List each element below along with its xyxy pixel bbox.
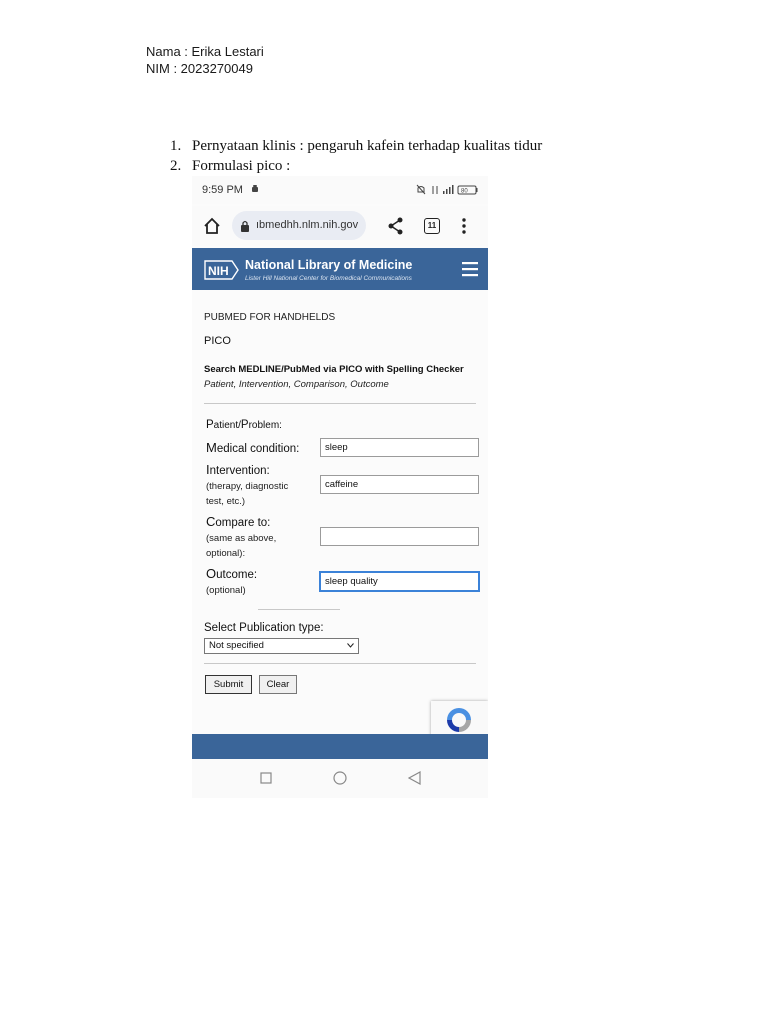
publication-type-label: Select Publication type: <box>204 622 324 634</box>
patient-problem-label: Patient/Problem: <box>206 419 282 431</box>
share-icon[interactable] <box>387 216 405 236</box>
list-item-number: 1. <box>170 138 182 154</box>
divider <box>204 403 476 404</box>
compare-hint: (same as above, optional): <box>206 533 277 559</box>
list-item-text: Formulasi pico : <box>192 158 291 174</box>
outcome-hint: (optional) <box>206 585 246 596</box>
divider <box>258 609 340 610</box>
list-item <box>170 137 542 157</box>
list-item <box>170 157 542 177</box>
page-content <box>192 290 488 734</box>
outcome-label: Outcome: <box>206 566 258 581</box>
battery-icon <box>458 186 478 195</box>
compare-label: Compare to: <box>206 514 271 529</box>
medical-condition-label: Medical condition: <box>206 440 300 455</box>
nih-footer <box>192 734 488 759</box>
intervention-input[interactable]: caffeine <box>320 475 479 494</box>
student-nim: NIM : 2023270049 <box>146 61 253 76</box>
list-item-number: 2. <box>170 158 182 174</box>
list-item-text: Pernyataan klinis : pengaruh kafein terhadap kualitas tidur <box>192 138 543 154</box>
status-time: 9:59 PM <box>202 184 243 196</box>
outcome-input[interactable]: sleep quality <box>319 571 480 592</box>
home-icon[interactable] <box>202 216 222 236</box>
more-options-icon[interactable] <box>462 217 466 235</box>
divider <box>204 663 476 664</box>
site-subtitle: Lister Hill National Center for Biomedical Communications <box>245 275 412 282</box>
android-nav-bar <box>192 759 488 798</box>
compare-input[interactable] <box>320 527 479 546</box>
mute-icon <box>417 185 425 194</box>
intervention-hint: (therapy, diagnostic test, etc.) <box>206 481 289 507</box>
chevron-down-icon <box>347 643 354 648</box>
tab-switcher-button[interactable]: 11 <box>424 218 440 234</box>
android-icon <box>250 184 260 194</box>
clear-button[interactable]: Clear <box>259 675 297 694</box>
publication-type-value: Not specified <box>209 640 264 651</box>
browser-toolbar <box>192 206 488 246</box>
publication-type-select[interactable] <box>204 638 359 654</box>
submit-button[interactable]: Submit <box>205 675 252 694</box>
svg-text:80: 80 <box>461 188 468 195</box>
status-bar <box>192 176 488 204</box>
svg-text:NIH: NIH <box>208 264 229 278</box>
data-arrows-icon <box>433 186 437 194</box>
phone-screenshot <box>192 176 488 798</box>
nih-logo <box>204 259 240 281</box>
hamburger-menu-icon[interactable] <box>462 261 478 277</box>
status-icons <box>416 184 480 196</box>
search-title: Search MEDLINE/PubMed via PICO with Spelling Checker <box>204 364 464 375</box>
signal-icon <box>443 185 454 194</box>
recent-apps-icon[interactable] <box>260 772 272 784</box>
numbered-list <box>170 137 542 177</box>
home-nav-icon[interactable] <box>333 771 347 785</box>
medical-condition-input[interactable]: sleep <box>320 438 479 457</box>
lock-icon <box>240 220 250 232</box>
url-text: ıbmedhh.nlm.nih.gov <box>256 219 359 231</box>
search-subtitle: Patient, Intervention, Comparison, Outcome <box>204 379 389 390</box>
document-header <box>146 43 264 77</box>
page-heading: PICO <box>204 335 231 347</box>
section-label: PUBMED FOR HANDHELDS <box>204 312 336 323</box>
nih-header <box>192 248 488 290</box>
student-name: Nama : Erika Lestari <box>146 44 264 59</box>
address-bar[interactable] <box>232 211 366 240</box>
recaptcha-icon <box>444 705 474 735</box>
back-icon[interactable] <box>408 771 421 785</box>
site-title: National Library of Medicine <box>245 258 413 272</box>
intervention-label: Intervention: <box>206 462 270 477</box>
